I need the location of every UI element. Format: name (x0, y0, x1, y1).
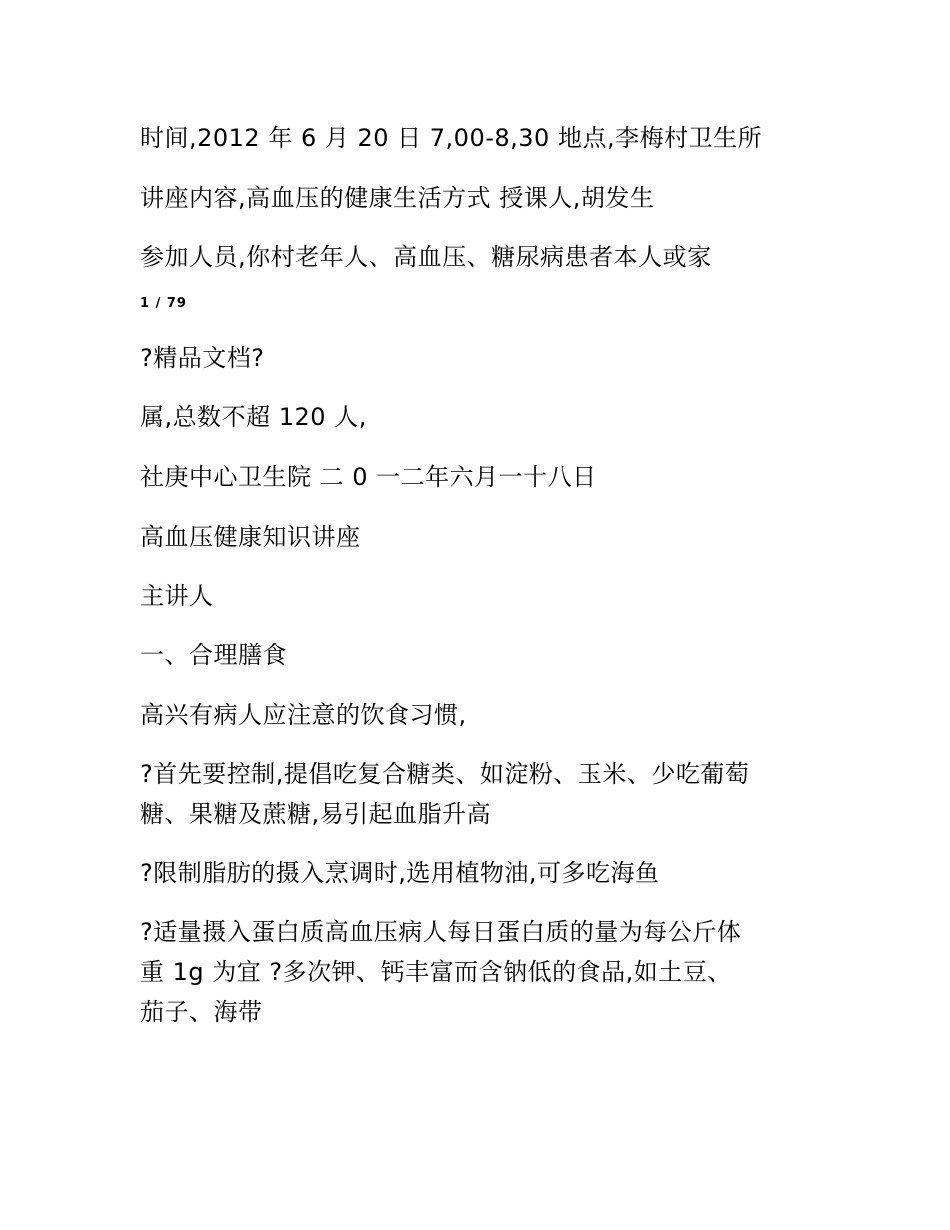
text-line-protein-1: ?适量摄入蛋白质高血压病人每日蛋白质的量为每公斤体 (140, 918, 742, 946)
text-line-protein-2: 重 1g 为宜 ?多次钾、钙丰富而含钠低的食品,如土豆、 (140, 958, 732, 986)
text-line-diet-intro: 高兴有病人应注意的饮食习惯, (140, 701, 467, 729)
text-line-carbs-1: ?首先要控制,提倡吃复合糖类、如淀粉、玉米、少吃葡萄 (140, 760, 750, 788)
section-heading-diet: 一、合理膳食 (140, 641, 287, 669)
text-line-protein-3: 茄子、海带 (140, 998, 263, 1026)
text-line-carbs-2: 糖、果糖及蔗糖,易引起血脂升高 (140, 800, 492, 828)
header-mark: ?精品文档? (140, 344, 265, 372)
text-line-participants-cont: 属,总数不超 120 人, (140, 403, 367, 431)
text-line-organizer-date: 社庚中心卫生院 二 0 一二年六月一十八日 (140, 463, 597, 491)
text-line-fat: ?限制脂肪的摄入烹调时,选用植物油,可多吃海鱼 (140, 859, 660, 887)
section-title: 高血压健康知识讲座 (140, 523, 361, 551)
text-line-participants: 参加人员,你村老年人、高血压、糖尿病患者本人或家 (140, 243, 712, 271)
page-number: 1 / 79 (140, 296, 187, 311)
text-line-time-place: 时间,2012 年 6 月 20 日 7,00-8,30 地点,李梅村卫生所 (140, 124, 763, 152)
text-line-lecture-content: 讲座内容,高血压的健康生活方式 授课人,胡发生 (140, 184, 655, 212)
text-line-speaker: 主讲人 (140, 582, 214, 610)
